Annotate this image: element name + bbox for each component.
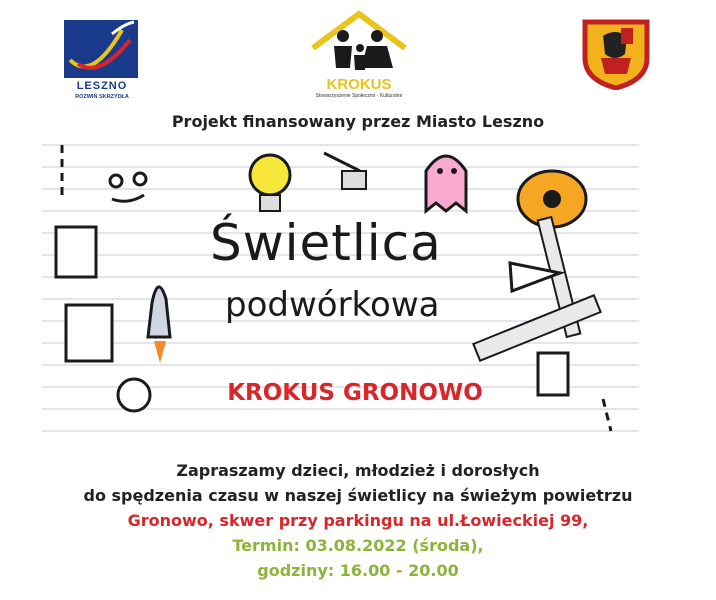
funding-line: Projekt finansowany przez Miasto Leszno [171, 112, 545, 131]
invitation-detail-line: do spędzenia czasu w naszej świetlicy na świeżym powietrzu [83, 486, 633, 505]
krokus-logo-tagline: Stowarzyszenie Społeczno - Kulturalne [315, 93, 403, 99]
location-line: Gronowo, skwer przy parkingu na ul.Łowieckiej 99, [127, 511, 589, 530]
invitation-line: Zapraszamy dzieci, młodzież i dorosłych [176, 461, 540, 480]
date-line: Termin: 03.08.2022 (środa), [232, 536, 484, 555]
banner-title: Świetlica [210, 214, 442, 272]
banner-title-line2: podwórkowa [225, 285, 440, 325]
coat-of-arms-logo [581, 18, 651, 90]
krokus-logo-text: KROKUS [326, 76, 392, 93]
hours-line: godziny: 16.00 - 20.00 [257, 561, 459, 580]
leszno-logo-text: LESZNO [76, 80, 128, 92]
banner-subtitle: KROKUS GRONOWO [227, 380, 483, 406]
leszno-logo-tagline: ROZWIŃ SKRZYDŁA [75, 94, 129, 100]
